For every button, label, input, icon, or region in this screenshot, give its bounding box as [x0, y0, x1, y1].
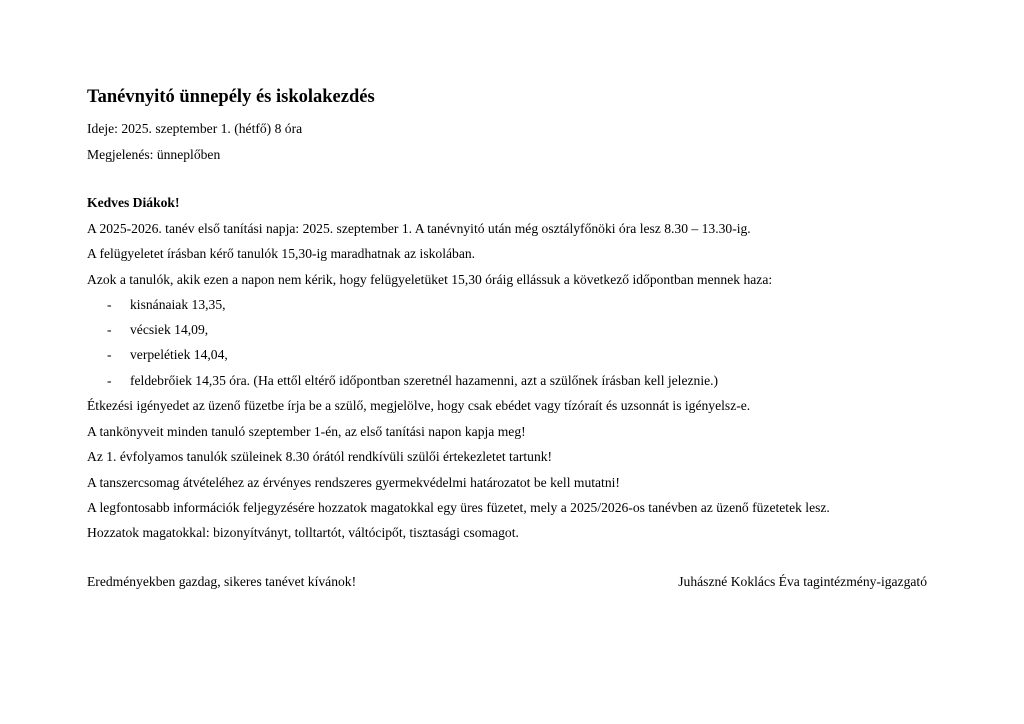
- paragraph-supervision: A felügyeletet írásban kérő tanulók 15,30-ig maradhatnak az iskolában.: [87, 246, 476, 261]
- paragraph-first-day: A 2025-2026. tanév első tanítási napja: 2025. szeptember 1. A tanévnyitó után még osztályfőnöki óra lesz 8.30 – 13.30-ig.: [87, 221, 751, 236]
- note-notebook: A legfontosabb információk feljegyzésére hozzatok magatokkal egy üres füzetet, mely a 2025/2026-os tanévben az üzenő füzetetek lesz.: [87, 500, 830, 515]
- date-line: Ideje: 2025. szeptember 1. (hétfő) 8 óra: [87, 121, 303, 136]
- list-item-text: feldebrőiek 14,35 óra. (Ha ettől eltérő időpontban szeretnél hazamenni, azt a szülőnek írásban kell jeleznie.): [130, 373, 719, 388]
- list-dash: -: [107, 297, 112, 312]
- greeting: Kedves Diákok!: [87, 195, 180, 210]
- list-dash: -: [107, 322, 112, 337]
- signature: Juhászné Koklács Éva tagintézmény-igazgató: [678, 574, 927, 589]
- note-stationery-package: A tanszercsomag átvételéhez az érvényes rendszeres gyermekvédelmi határozatot be kell mutatni!: [87, 475, 620, 490]
- paragraph-departure: Azok a tanulók, akik ezen a napon nem kérik, hogy felügyeletüket 15,30 óráig ellássuk a következő időpontban mennek haza:: [87, 272, 773, 287]
- note-textbooks: A tankönyveit minden tanuló szeptember 1-én, az első tanítási napon kapja meg!: [87, 424, 526, 439]
- list-item-text: vécsiek 14,09,: [130, 322, 209, 337]
- list-item-text: kisnánaiak 13,35,: [130, 297, 226, 312]
- closing-wish: Eredményekben gazdag, sikeres tanévet kívánok!: [87, 574, 357, 589]
- list-dash: -: [107, 373, 112, 388]
- dress-code-line: Megjelenés: ünneplőben: [87, 147, 221, 162]
- note-parent-meeting: Az 1. évfolyamos tanulók szüleinek 8.30 órától rendkívüli szülői értekezletet tartunk!: [87, 449, 553, 464]
- note-meals: Étkezési igényedet az üzenő füzetbe írja be a szülő, megjelölve, hogy csak ebédet vagy tízóraít és uzsonnát is igényelsz-e.: [87, 398, 751, 413]
- note-bring-items: Hozzatok magatokkal: bizonyítványt, tolltartót, váltócipőt, tisztasági csomagot.: [87, 525, 519, 540]
- document-title: Tanévnyitó ünnepély és iskolakezdés: [87, 87, 375, 107]
- list-item-text: verpelétiek 14,04,: [130, 347, 228, 362]
- document-page: [87, 0, 927, 724]
- list-dash: -: [107, 347, 112, 362]
